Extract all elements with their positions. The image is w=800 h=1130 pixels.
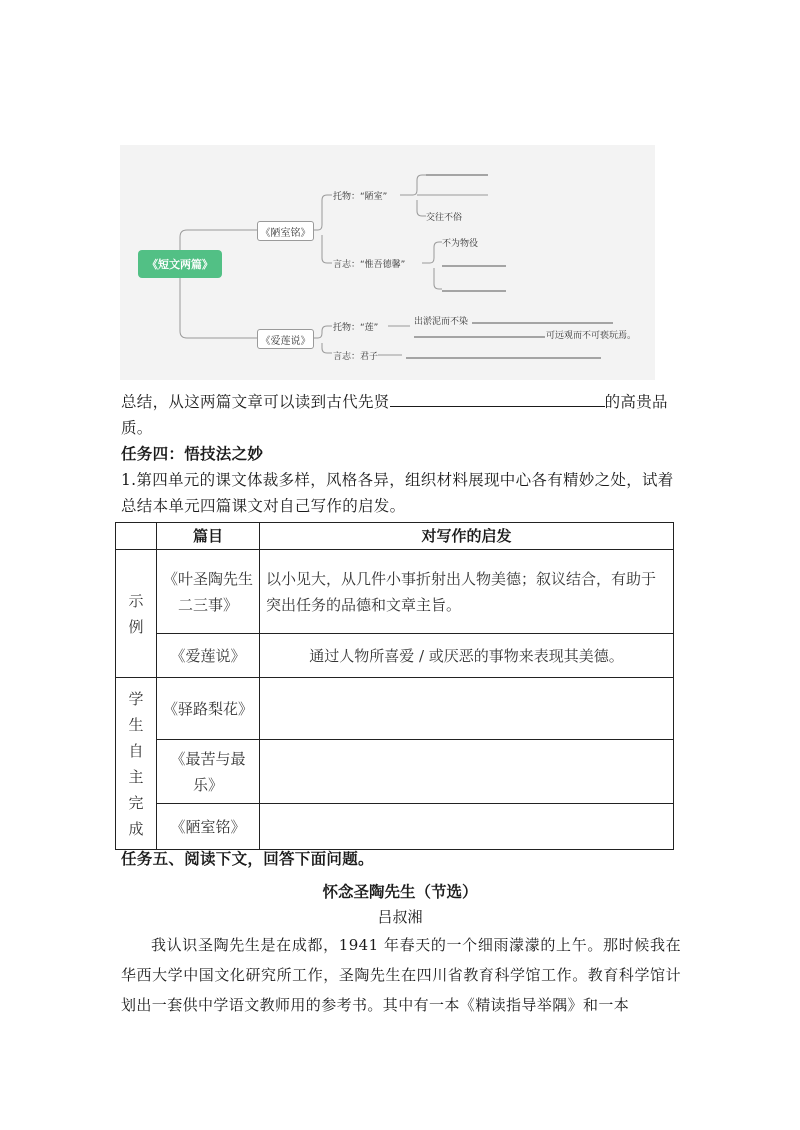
table-cell-answer-input[interactable]	[260, 678, 674, 740]
table-group-example: 示例	[116, 550, 157, 678]
table-header-empty	[116, 523, 157, 550]
table-cell-inspiration: 通过人物所喜爱 / 或厌恶的事物来表现其美德。	[260, 634, 674, 678]
table-cell-title: 《陋室铭》	[157, 804, 260, 850]
table-row	[116, 804, 674, 850]
writing-inspiration-table	[115, 522, 674, 850]
summary-answer-blank[interactable]	[390, 388, 605, 407]
mind-map-branch2-tuowu: 托物：“莲”	[333, 323, 379, 333]
table-header-inspiration: 对写作的启发	[260, 523, 674, 550]
mind-map-branch1-yanzhi: 言志：“惟吾德馨”	[333, 260, 406, 270]
article-body: 我认识圣陶先生是在成都，1941 年春天的一个细雨濛濛的上午。那时候我在华西大学中国文化研究所工作，圣陶先生在四川省教育科学馆工作。教育科学馆计划出一套供中学语文教师用的参考书。其中有一本《精读指导举隅》和一本	[121, 936, 681, 1014]
table-header-row	[116, 523, 674, 550]
mind-map-leaf-keyuanguan: 可远观而不可亵玩焉。	[546, 331, 637, 341]
table-header-title: 篇目	[157, 523, 260, 550]
table-cell-title: 《最苦与最乐》	[157, 740, 260, 804]
task4-question: 1.第四单元的课文体裁多样，风格各异，组织材料展现中心各有精妙之处，试着总结本单元四篇课文对自己写作的启发。	[121, 471, 674, 515]
mind-map-root: 《短文两篇》	[138, 250, 222, 278]
mind-map-leaf-jiaowang: 交往不俗	[426, 213, 463, 223]
task5-heading: 任务五、阅读下文，回答下面问题。	[121, 850, 374, 868]
table-cell-title: 《驿路梨花》	[157, 678, 260, 740]
table-row	[116, 678, 674, 740]
mind-map-leaf-chuyuni: 出淤泥而不染	[414, 317, 469, 327]
table-row	[116, 740, 674, 804]
table-row	[116, 634, 674, 678]
summary-text-after: 的高贵品质。	[121, 393, 668, 437]
table-cell-answer-input[interactable]	[260, 740, 674, 804]
mind-map-diagram	[120, 145, 655, 380]
table-cell-inspiration: 以小见大，从几件小事折射出人物美德；叙议结合，有助于突出任务的品德和文章主旨。	[260, 550, 674, 634]
mind-map-branch2-yanzhi: 言志：君子	[333, 352, 379, 362]
table-cell-title: 《叶圣陶先生二三事》	[157, 550, 260, 634]
summary-text-before: 总结，从这两篇文章可以读到古代先贤	[121, 393, 390, 411]
mind-map-node-ailianshuo: 《爱莲说》	[257, 329, 314, 349]
summary-paragraph	[121, 388, 681, 441]
mind-map-node-loushiming: 《陋室铭》	[257, 221, 314, 241]
table-group-student: 学生自主完成	[116, 678, 157, 850]
mind-map-branch1-tuowu: 托物：“陋室”	[333, 192, 388, 202]
table-row	[116, 550, 674, 634]
mind-map-leaf-buweiwuyi: 不为物役	[442, 239, 479, 249]
article-author: 吕叔湘	[377, 908, 423, 926]
task4-heading: 任务四：悟技法之妙	[121, 445, 264, 463]
table-cell-title: 《爱莲说》	[157, 634, 260, 678]
article-title: 怀念圣陶先生（节选）	[322, 882, 478, 901]
table-cell-answer-input[interactable]	[260, 804, 674, 850]
